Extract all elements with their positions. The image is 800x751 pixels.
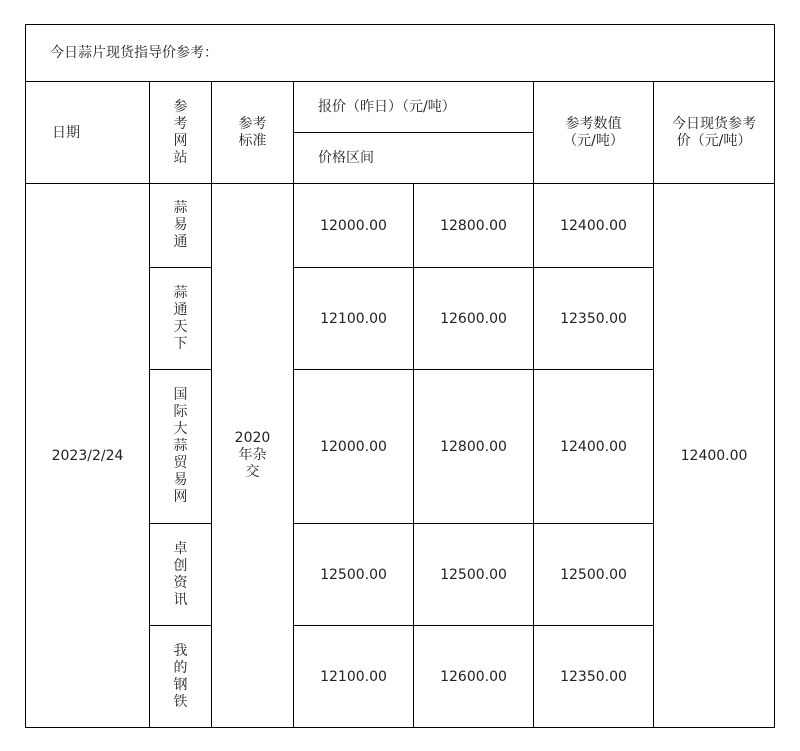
high-price-cell: 12600.00 xyxy=(414,268,534,370)
site-cell: 蒜易通 xyxy=(150,184,212,268)
ref-value-cell: 12350.00 xyxy=(534,626,654,728)
today-price-cell: 12400.00 xyxy=(654,184,775,728)
low-price-cell: 12100.00 xyxy=(294,268,414,370)
range-header: 价格区间 xyxy=(294,133,534,184)
site-cell: 卓创资讯 xyxy=(150,524,212,626)
table-title: 今日蒜片现货指导价参考： xyxy=(26,25,775,82)
low-price-cell: 12000.00 xyxy=(294,370,414,524)
ref-value-cell: 12350.00 xyxy=(534,268,654,370)
date-cell: 2023/2/24 xyxy=(26,184,150,728)
ref-value-header: 参考数值（元/吨） xyxy=(534,82,654,184)
site-cell: 我的钢铁 xyxy=(150,626,212,728)
site-header: 参考网站 xyxy=(150,82,212,184)
site-cell: 国际大蒜贸易网 xyxy=(150,370,212,524)
high-price-cell: 12500.00 xyxy=(414,524,534,626)
price-table xyxy=(25,24,775,728)
site-cell: 蒜通天下 xyxy=(150,268,212,370)
low-price-cell: 12000.00 xyxy=(294,184,414,268)
today-price-header: 今日现货参考价（元/吨） xyxy=(654,82,775,184)
table-row xyxy=(26,184,775,268)
low-price-cell: 12500.00 xyxy=(294,524,414,626)
ref-value-cell: 12400.00 xyxy=(534,370,654,524)
date-header: 日期 xyxy=(26,82,150,184)
standard-header: 参考标准 xyxy=(212,82,294,184)
quote-header: 报价（昨日）（元/吨） xyxy=(294,82,534,133)
high-price-cell: 12600.00 xyxy=(414,626,534,728)
low-price-cell: 12100.00 xyxy=(294,626,414,728)
ref-value-cell: 12400.00 xyxy=(534,184,654,268)
standard-cell: 2020年杂交 xyxy=(212,184,294,728)
high-price-cell: 12800.00 xyxy=(414,184,534,268)
high-price-cell: 12800.00 xyxy=(414,370,534,524)
ref-value-cell: 12500.00 xyxy=(534,524,654,626)
